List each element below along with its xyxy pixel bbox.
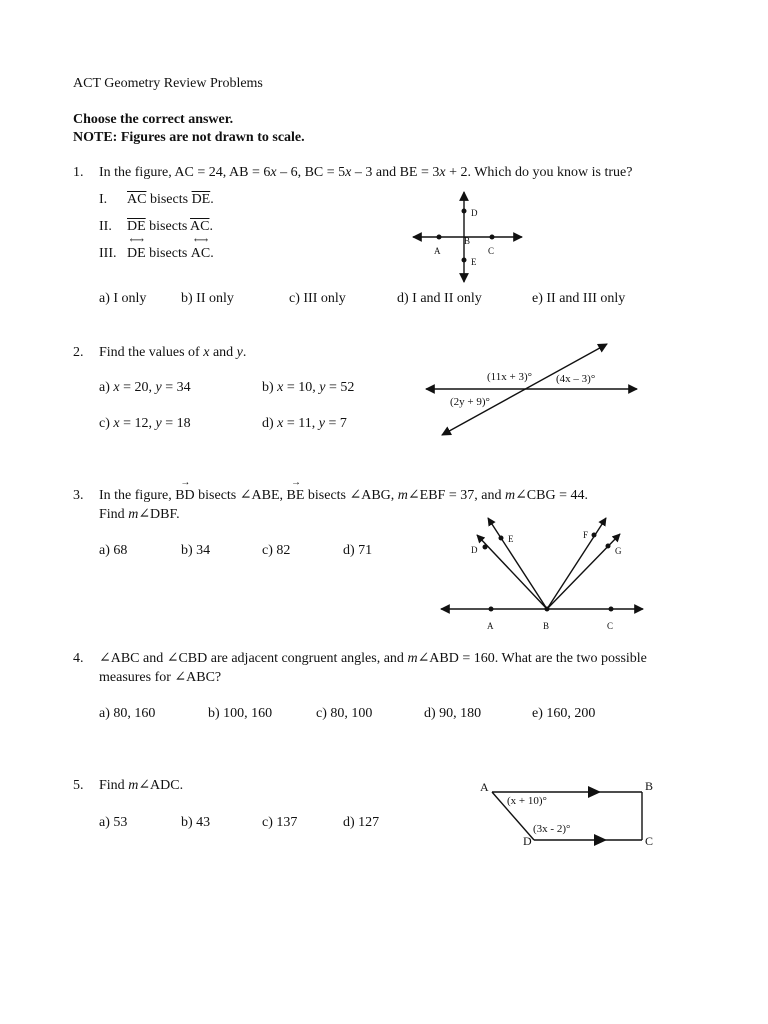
q3-label-f: F — [583, 530, 589, 540]
q3-point-a — [489, 607, 494, 612]
q5-choice-b[interactable]: b) 43 — [181, 815, 211, 830]
q5-parallel-arrow-bottom — [594, 834, 607, 846]
q5-choice-c[interactable]: c) 137 — [262, 815, 298, 830]
instruction-text: Choose the correct answer. — [73, 112, 234, 127]
q1-statement-1: $\overline{AC}$ bisects $\overline{DE}$. — [127, 192, 214, 207]
q4-choice-a[interactable]: a) 80, 160 — [99, 706, 156, 721]
q3-label-a: A — [487, 621, 494, 631]
q3-choice-c[interactable]: c) 82 — [262, 543, 291, 558]
q4-choice-b[interactable]: b) 100, 160 — [208, 706, 273, 721]
q3-label-c: C — [607, 621, 614, 631]
q1-label-d: D — [471, 208, 478, 218]
q1-number: 1. — [73, 165, 84, 180]
q3-ray-bd — [477, 535, 547, 609]
q1-choice-e[interactable]: e) II and III only — [532, 291, 626, 306]
q1-label-c: C — [488, 246, 495, 256]
q5-label-a: A — [480, 780, 489, 794]
q4-number: 4. — [73, 651, 84, 666]
q5-choice-a[interactable]: a) 53 — [99, 815, 128, 830]
q4-choice-c[interactable]: c) 80, 100 — [316, 706, 373, 721]
q2-angle-label-1: (11x + 3)° — [487, 371, 533, 383]
q1-choice-c[interactable]: c) III only — [289, 291, 346, 306]
q3-label-b: B — [543, 621, 550, 631]
q3-prompt-line-1: In the figure, → BD bisects ∠ABE, → BE bisects ∠ABG, m∠EBF = 37, and m∠CBG = 44. — [99, 477, 588, 503]
q1-choice-b[interactable]: b) II only — [181, 291, 234, 306]
q2-number: 2. — [73, 345, 84, 360]
note-text: NOTE: Figures are not drawn to scale. — [73, 130, 305, 145]
q1-point-e — [462, 258, 467, 263]
q3-point-d — [483, 545, 488, 550]
q4-choice-e[interactable]: e) 160, 200 — [532, 706, 596, 721]
q1-statement-2: $\overline{DE}$ bisects $\overline{AC}$. — [127, 219, 213, 234]
q3-label-d: D — [471, 545, 478, 555]
q1-point-d — [462, 209, 467, 214]
q1-label-e: E — [471, 257, 477, 267]
q5-label-b: B — [645, 779, 654, 793]
q4-prompt-line-1: ∠ABC and ∠CBD are adjacent congruent angles, and m∠ABD = 160. What are the two possible — [99, 651, 647, 666]
q3-number: 3. — [73, 488, 84, 503]
q1-label-a: A — [434, 246, 441, 256]
q4-choice-d[interactable]: d) 90, 180 — [424, 706, 482, 721]
q1-statement-2-roman: II. — [99, 219, 112, 234]
q3-point-f — [592, 533, 597, 538]
q1-statement-1-roman: I. — [99, 192, 108, 207]
q5-label-c: C — [645, 834, 654, 848]
q1-label-b: B — [464, 236, 471, 246]
q1-choice-a[interactable]: a) I only — [99, 291, 147, 306]
q3-choice-d[interactable]: d) 71 — [343, 543, 373, 558]
q3-label-e: E — [508, 534, 514, 544]
q1-point-c — [490, 235, 495, 240]
q2-choice-c[interactable]: c) x = 12, y = 18 — [99, 416, 191, 431]
q1-choice-d[interactable]: d) I and II only — [397, 291, 482, 306]
q3-point-g — [606, 544, 611, 549]
q2-prompt: Find the values of x and y. — [99, 345, 247, 360]
q3-ray-bf — [547, 518, 606, 609]
q1-point-a — [437, 235, 442, 240]
q3-choice-a[interactable]: a) 68 — [99, 543, 128, 558]
q5-parallel-arrow-top — [588, 786, 601, 798]
q2-angle-label-2: (4x – 3)° — [556, 373, 596, 385]
q2-choice-a[interactable]: a) x = 20, y = 34 — [99, 380, 191, 395]
q5-label-d: D — [523, 834, 532, 848]
q1-prompt: In the figure, AC = 24, AB = 6x – 6, BC = 5x – 3 and BE = 3x + 2. Which do you know is true? — [99, 165, 633, 180]
q2-angle-label-3: (2y + 9)° — [450, 396, 490, 408]
q4-prompt-line-2: measures for ∠ABC? — [99, 670, 222, 685]
worksheet-title: ACT Geometry Review Problems — [73, 76, 263, 91]
q5-angle-label-2: (3x - 2)° — [533, 823, 571, 835]
q3-label-g: G — [615, 546, 622, 556]
q1-statement-3: ⟷ DE bisects ⟷ AC. — [127, 235, 214, 261]
q5-choice-d[interactable]: d) 127 — [343, 815, 380, 830]
q3-point-c — [609, 607, 614, 612]
q5-number: 5. — [73, 778, 84, 793]
q2-choice-d[interactable]: d) x = 11, y = 7 — [262, 416, 347, 431]
q5-angle-label-1: (x + 10)° — [507, 795, 547, 807]
q3-choice-b[interactable]: b) 34 — [181, 543, 211, 558]
q1-statement-3-roman: III. — [99, 246, 117, 261]
q3-prompt-line-2: Find m∠DBF. — [99, 507, 180, 522]
q3-point-e — [499, 536, 504, 541]
q3-ray-be — [488, 518, 547, 609]
q5-prompt: Find m∠ADC. — [99, 778, 184, 793]
q2-choice-b[interactable]: b) x = 10, y = 52 — [262, 380, 355, 395]
q3-point-b — [545, 607, 550, 612]
